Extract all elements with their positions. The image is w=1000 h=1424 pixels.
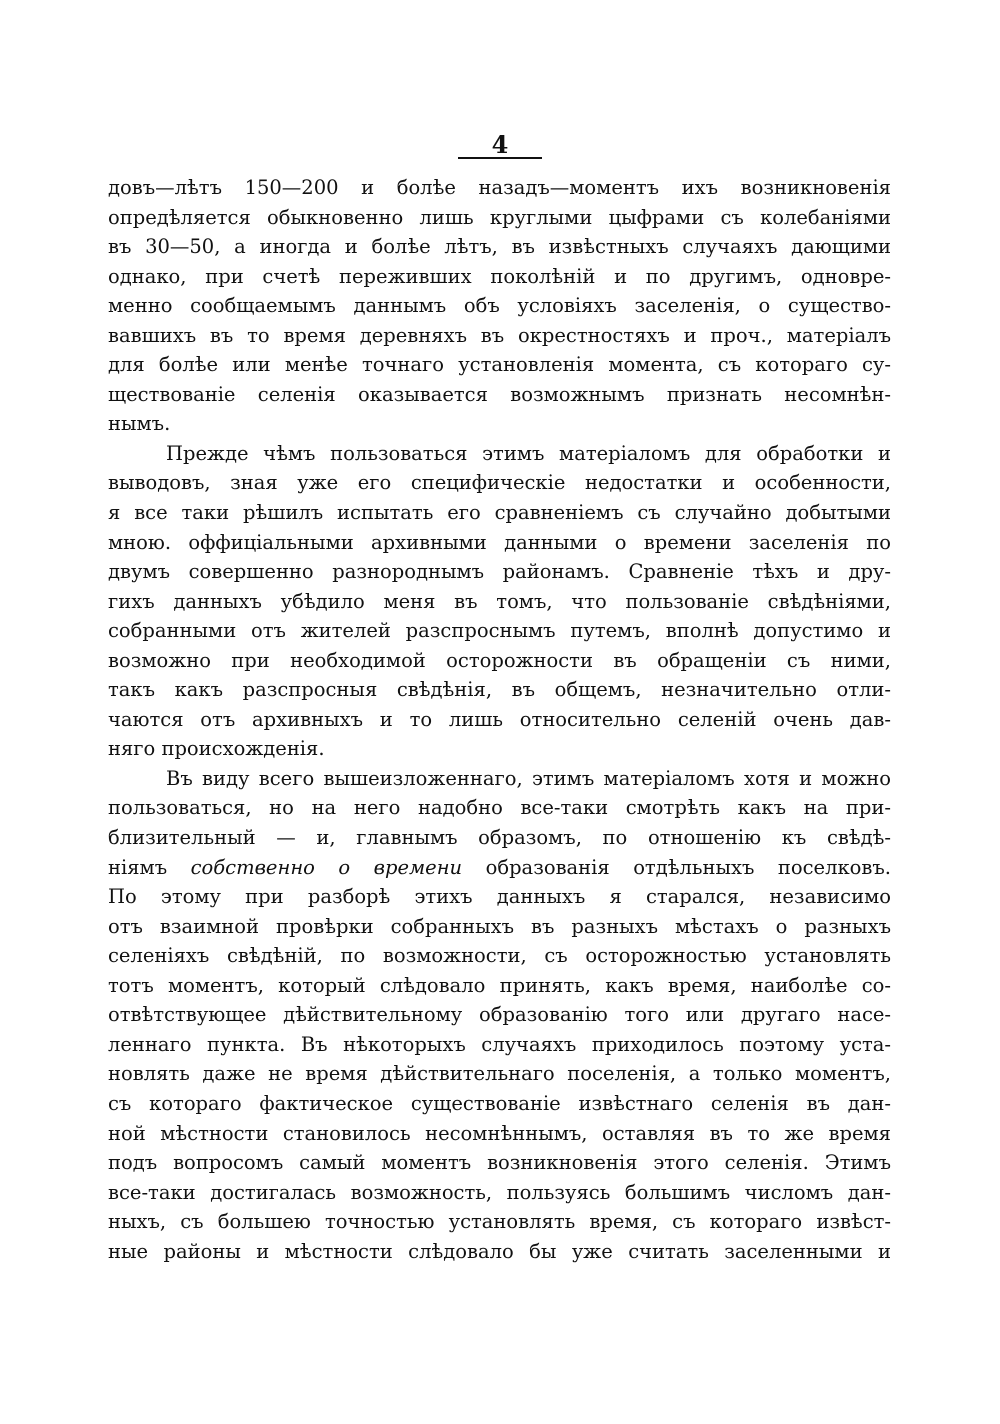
- text-line: няго происхожденія.: [108, 737, 325, 761]
- text-line: новлять даже не время дѣйствительнаго поселенія, а только моментъ,: [108, 1062, 891, 1086]
- text-line: отъ взаимной провѣрки собранныхъ въ разныхъ мѣстахъ о разныхъ: [108, 914, 891, 938]
- text-line-with-emphasis: [108, 853, 891, 883]
- text-line: опредѣляется обыкновенно лишь круглыми цыфрами съ колебаніями: [108, 205, 891, 229]
- paragraph-2: [108, 439, 891, 764]
- text-line: гихъ данныхъ убѣдило меня въ томъ, что пользованіе свѣдѣніями,: [108, 589, 891, 613]
- text-line: мною. оффиціальными архивными данными о времени заселенія по: [108, 530, 891, 554]
- text-line: менно сообщаемымъ даннымъ объ условіяхъ заселенія, о существо-: [108, 294, 891, 318]
- emphasized-text: собственно о времени: [190, 855, 463, 879]
- body-text: [108, 173, 891, 1266]
- text-line: близительный — и, главнымъ образомъ, по отношенію къ свѣдѣ-: [108, 826, 891, 850]
- text-line: съ котораго фактическое существованіе извѣстнаго селенія въ дан-: [108, 1091, 891, 1115]
- text-line: собранными отъ жителей разспроснымъ путемъ, вполнѣ допустимо и: [108, 619, 891, 643]
- text-line: все-таки достигалась возможность, пользуясь большимъ числомъ дан-: [108, 1180, 891, 1204]
- text-line: двумъ совершенно разнороднымъ районамъ. Сравненіе тѣхъ и дру-: [108, 560, 891, 584]
- text-line: выводовъ, зная уже его специфическіе недостатки и особенности,: [108, 471, 891, 495]
- text-line: ные районы и мѣстности слѣдовало бы уже считать заселенными и: [108, 1239, 891, 1263]
- text-line: леннаго пункта. Въ нѣкоторыхъ случаяхъ приходилось поэтому уста-: [108, 1032, 891, 1056]
- paragraph-1: [108, 173, 891, 439]
- text-line: ной мѣстности становилось несомнѣннымъ, оставляя въ то же время: [108, 1121, 891, 1145]
- text-line: нымъ.: [108, 412, 171, 436]
- text-line: ныхъ, съ большею точностью установлять время, съ котораго извѣст-: [108, 1210, 891, 1234]
- text-line: однако, при счетѣ переживших поколѣній и по другимъ, одновре-: [108, 264, 891, 288]
- text-line: Прежде чѣмъ пользоваться этимъ матеріаломъ для обработки и: [166, 441, 891, 465]
- text-line: для болѣе или менѣе точнаго установленія момента, съ котораго су-: [108, 353, 891, 377]
- text-line: я все таки рѣшилъ испытать его сравненіемъ съ случайно добытыми: [108, 501, 891, 525]
- text-line: возможно при необходимой осторожности въ обращеніи съ ними,: [108, 648, 891, 672]
- text-line: Въ виду всего вышеизложеннаго, этимъ матеріаломъ хотя и можно: [166, 766, 891, 790]
- text-line: подъ вопросомъ самый моментъ возникновенія этого селенія. Этимъ: [108, 1151, 891, 1175]
- text-run: образованія отдѣльныхъ поселковъ.: [462, 855, 891, 879]
- text-line: селеніяхъ свѣдѣній, по возможности, съ осторожностью установлять: [108, 944, 891, 968]
- page-number: 4: [491, 130, 509, 159]
- text-line: пользоваться, но на него надобно все-таки смотрѣть какъ на при-: [108, 796, 891, 820]
- text-line: вавшихъ въ то время деревняхъ въ окрестностяхъ и проч., матеріалъ: [108, 323, 891, 347]
- text-run: ніямъ: [108, 855, 191, 879]
- page-number-rule: [458, 157, 542, 159]
- text-line: довъ—лѣтъ 150—200 и болѣе назадъ—моментъ ихъ возникновенія: [108, 176, 891, 199]
- text-line: По этому при разборѣ этихъ данныхъ я старался, независимо: [108, 885, 891, 909]
- text-line: отвѣтствующее дѣйствительному образованію того или другаго насе-: [108, 1003, 891, 1027]
- text-line: въ 30—50, а иногда и болѣе лѣтъ, въ извѣстныхъ случаяхъ дающими: [108, 235, 891, 259]
- paragraph-3: [108, 764, 891, 1266]
- text-line: такъ какъ разспросныя свѣдѣнія, въ общемъ, незначительно отли-: [108, 678, 891, 702]
- text-line: ществованіе селенія оказывается возможнымъ признать несомнѣн-: [108, 382, 891, 406]
- text-line: тотъ моментъ, который слѣдовало принять, какъ время, наиболѣе со-: [108, 973, 891, 997]
- text-line: чаются отъ архивныхъ и то лишь относительно селеній очень дав-: [108, 707, 891, 731]
